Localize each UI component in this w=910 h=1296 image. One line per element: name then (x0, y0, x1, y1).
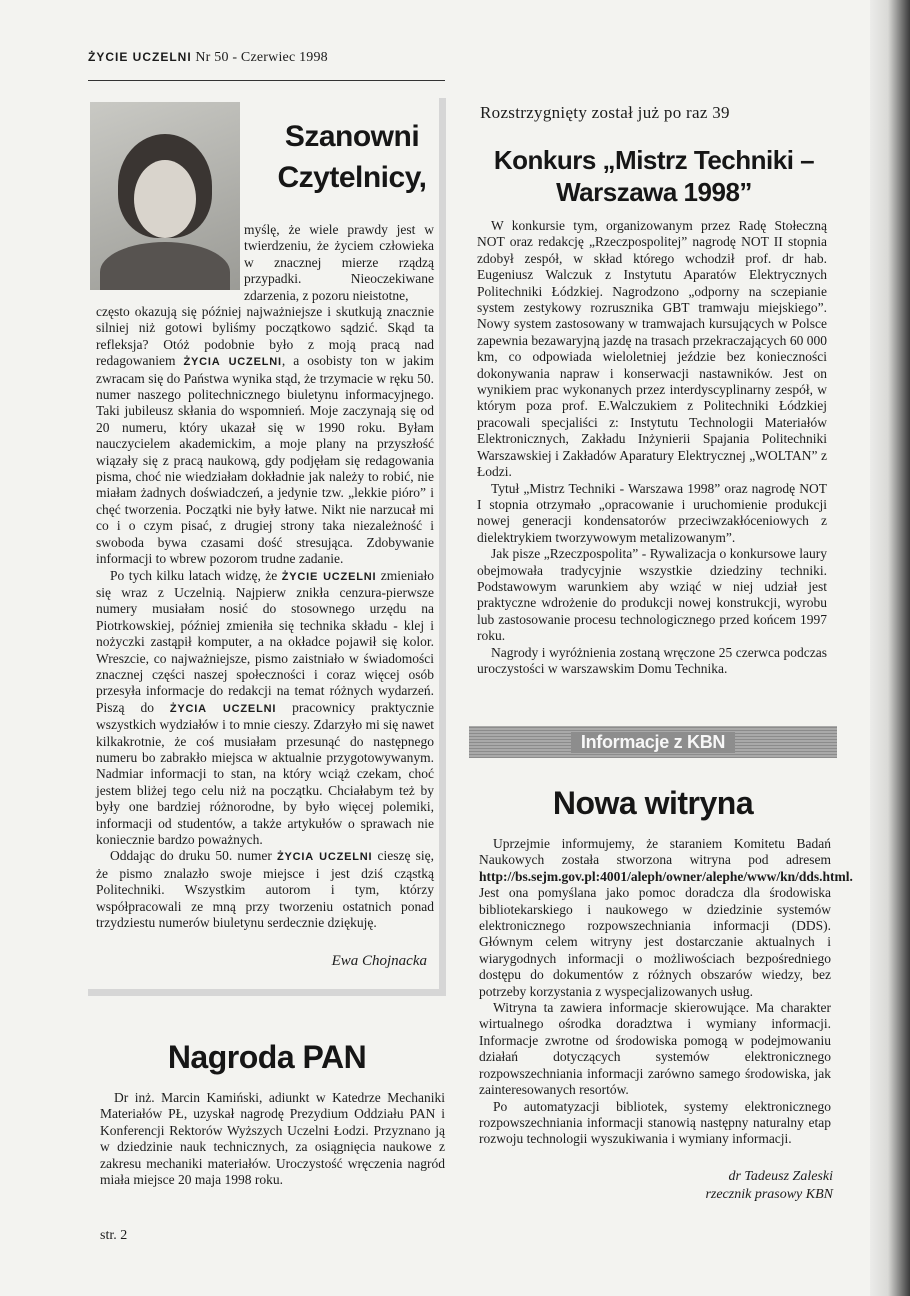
editorial-body: często okazują się później najważniejsze i skutkują znacznie silniej niż gotowi byliśmy początkowo sądzić. Skąd ta refleksja? Otóż podobnie było z moją pracą nad redagowaniem ŻYCIA UCZELNI, a osobisty ton w jakim zwracam się do Państwa wynika stąd, że trzymacie w ręku 50. numer naszego politechnicznego biuletynu informacyjnego. Taki jubileusz skłania do wspomnień. Moje zaczynają się od 20 numeru, który ukazał się w 1990 roku. Byłam nauczycielem akademickim, a moje plany na przyszłość wiązały się z pracą naukową, gdy podjęłam się redagowania pisma, choć nie wiedziałam dokładnie jak należy to robić, nie miałam żadnych doświadczeń, a jedynie tzw. „lekkie pióro” i chęć tworzenia. Początki nie były łatwe. Nikt nie narzucał mi co i o czym pisać, z drugiej strony taka niezależność i swoboda bywa czasami dość stresująca. Zdobywanie informacji to wbrew pozorom trudne zadanie. Po tych kilku latach widzę, że ŻYCIE UCZELNI zmieniało się wraz z Uczelnią. Najpierw znikła cenzura-pierwsze numery musiałam nosić do stosownego urzędu na Piotrkowskiej, później zmieniła się technika składu - klej i nożyczki zastąpił komputer, a na okładce pojawił się kolor. Wreszcie, co najważniejsze, pismo zaistniało w świadomości znacznej części naszej społeczności i coraz więcej osób przesyła informacje do redakcji na temat różnych wydarzeń. Piszą do ŻYCIA UCZELNI pracownicy praktycznie wszystkich wydziałów i to mnie cieszy. Zdarzyło mi się nawet kilkakrotnie, że coś musiałam przesunąć do następnego numeru bo zabrakło miejsca w aktualnie przygotowywanym. Nadmiar informacji to stan, na który wciąż czekam, choć jestem bliżej tego celu niż na początku. Chciałabym też by były one bardziej różnorodne, by było więcej polemiki, informacji od studentów, a także artykułów o sprawach nie koniecznie bardzo poważnych. Oddając do druku 50. numer ŻYCIA UCZELNI cieszę się, że pismo znalazło swoje miejsce i jest dziś cząstką Politechniki. Wszystkim autorom i tym, którzy współpracowali ze mną przy tworzeniu ostatnich ponad trzydziestu numerów biuletynu serdecznie dziękuję. (96, 304, 435, 931)
issue-info: Nr 50 - Czerwiec 1998 (195, 50, 328, 65)
konkurs-intro: Rozstrzygnięty został już po raz 39 (480, 103, 730, 122)
page-header (88, 50, 328, 66)
konkurs-body: W konkursie tym, organizowanym przez Radę Stołeczną NOT oraz redakcję „Rzeczpospolitej” nagrodę NOT II stopnia zdobył zespół, w skład którego wchodził prof. dr hab. Eugeniusz Walczuk z Instytutu Aparatów Elektrycznych Politechniki Łódzkiej. Nagrodzono „odporny na sczepianie system zestykowy rozrusznika GBT tramwaju miejskiego”. Nowy system zastosowany w tramwajach kursujących w Polsce zapewnia bezawaryjną jazdę na trasach przekraczających 60 000 km, co odpowiada wieloletniej jeździe bez konieczności dokonywania napraw i konserwacji nastawników. Jest on wynikiem prac wykonanych przez interdyscyplinarny zespół, w którym poza prof. E.Walczukiem z Politechniki Łódzkiej pracowali specjaliści z: Instytutu Technologii Materiałów Elektronicznych, Zakładu Inżynierii Spajania Politechniki Warszawskiej i Zakładów Aparatury Elektrycznej „WOLTAN” z Łodzi. Tytuł „Mistrz Techniki - Warszawa 1998” oraz nagrodę NOT I stopnia otrzymało „opracowanie i uruchomienie produkcji nowej generacji kondensatorów przeciwzakłóceniowych z dielektrykiem tworzywowym metalizowanym”. Jak pisze „Rzeczpospolita” - Rywalizacja o konkursowe laury obejmowała tradycyjnie wszystkie dziedziny techniki. Podstawowym warunkiem aby wziąć w niej udział jest praktyczne wdrożenie do produkcji nowej konstrukcji, wyrobu lub zastosowanie procesu technologicznego przed końcem 1997 roku. Nagrody i wyróżnienia zostaną wręczone 25 czerwca podczas uroczystości w warszawskim Domu Technika. (477, 218, 827, 676)
nowa-witryna-title: Nowa witryna (552, 785, 754, 821)
masthead-inline: ŻYCIE UCZELNI (281, 570, 377, 583)
masthead-inline: ŻYCIA UCZELNI (183, 356, 282, 369)
nagroda-body: Dr inż. Marcin Kamiński, adiunkt w Katedrze Mechaniki Materiałów PŁ, uzyskał nagrodę Prezydium Oddziału PAN i Konferencji Rektorów Wyższych Uczelni Łodzi. Przyznano ją w dziedzinie nauk technicznych, za osiągnięcia naukowe z zakresu mechaniki materiałów. Uroczystość wręczenia nagród miała miejsce 20 maja 1998 roku. (100, 1090, 445, 1188)
kbn-url: http://bs.sejm.gov.pl:4001/aleph/owner/alephe/www/kn/dds.html. (479, 868, 853, 884)
author-photo (90, 102, 240, 290)
masthead-inline: ŻYCIA UCZELNI (276, 851, 373, 864)
page-edge-shadow (870, 0, 910, 1296)
kbn-banner-label: Informacje z KBN (571, 732, 735, 753)
masthead: ŻYCIE UCZELNI (88, 50, 192, 64)
header-rule (88, 80, 445, 81)
nowa-witryna-body: Uprzejmie informujemy, że staraniem Komitetu Badań Naukowych została stworzona witryna pod adresem http://bs.sejm.gov.pl:4001/aleph/owner/alephe/www/kn/dds.html. Jest ona pomyślana jako pomoc doradcza dla środowiska bibliotekarskiego i naukowego w dziedzinie systemów elektronicznego rozpowszechniania informacji (DDS). Głównym celem witryny jest dostarczanie aktualnych i wiarygodnych informacji o możliwościach bezpośredniego dostępu do dokumentów z różnych obszarów wiedzy, bez potrzeby korzystania z wyspecjalizowanych usług. Witryna ta zawiera informacje skierowujące. Ma charakter wirtualnego ośrodka doradztwa i wymiany informacji. Informacje zwrotne od środowiska pomogą w podejmowaniu działań dotyczących systemów elektronicznego rozpowszechniania informacji zarówno samego środowiska, jak zainteresowanych resortów. Po automatyzacji bibliotek, systemy elektronicznego rozpowszechniania informacji stanowią następny naturalny etap rozwoju technologii wyszukiwania i wymiany informacji. (479, 836, 853, 1147)
nagroda-title: Nagroda PAN (167, 1039, 367, 1075)
editorial-intro: myślę, że wiele prawdy jest w twierdzeniu, że życiem człowieka w znacznej mierze rządzą przypadki. Nieoczekiwane zdarzenia, z pozoru nieistotne, (244, 222, 434, 303)
page-number: str. 2 (100, 1228, 128, 1243)
editorial-box (88, 98, 446, 996)
kbn-signature: dr Tadeusz Zaleski rzecznik prasowy KBN (705, 1169, 833, 1202)
masthead-inline: ŻYCIA UCZELNI (169, 702, 277, 715)
editorial-title: Szanowni Czytelnicy, (277, 120, 427, 194)
editorial-signature: Ewa Chojnacka (331, 953, 427, 969)
konkurs-title: Konkurs „Mistrz Techniki – Warszawa 1998” (493, 145, 815, 207)
kbn-banner (469, 726, 837, 758)
